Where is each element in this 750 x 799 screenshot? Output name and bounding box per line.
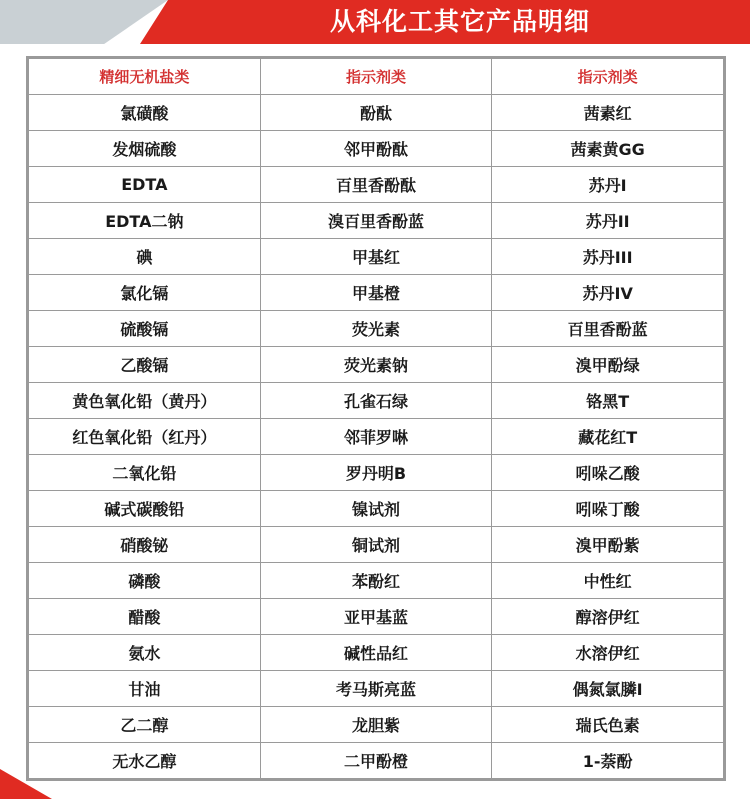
table-cell: EDTA (29, 167, 261, 203)
table-cell: 邻甲酚酞 (260, 131, 492, 167)
column-header-indicator-1: 指示剂类 (260, 59, 492, 95)
table-cell: EDTA二钠 (29, 203, 261, 239)
table-row (29, 383, 724, 419)
table-row (29, 275, 724, 311)
table-cell: 亚甲基蓝 (260, 599, 492, 635)
table-cell: 荧光素 (260, 311, 492, 347)
table-cell: 龙胆紫 (260, 707, 492, 743)
table-cell: 碱式碳酸铅 (29, 491, 261, 527)
table-row (29, 671, 724, 707)
table-cell: 瑞氏色素 (492, 707, 724, 743)
table-cell: 溴百里香酚蓝 (260, 203, 492, 239)
table-header-row (29, 59, 724, 95)
product-table-container (26, 56, 726, 781)
table-cell: 百里香酚酞 (260, 167, 492, 203)
table-cell: 醇溶伊红 (492, 599, 724, 635)
table-row (29, 743, 724, 779)
table-cell: 甘油 (29, 671, 261, 707)
table-cell: 硫酸镉 (29, 311, 261, 347)
table-cell: 红色氧化铅（红丹） (29, 419, 261, 455)
table-cell: 氯磺酸 (29, 95, 261, 131)
table-row (29, 635, 724, 671)
product-table (28, 58, 724, 779)
table-row (29, 563, 724, 599)
column-header-indicator-2: 指示剂类 (492, 59, 724, 95)
table-cell: 荧光素钠 (260, 347, 492, 383)
table-row (29, 491, 724, 527)
table-cell: 发烟硫酸 (29, 131, 261, 167)
table-cell: 氨水 (29, 635, 261, 671)
table-cell: 二氧化铅 (29, 455, 261, 491)
table-cell: 中性红 (492, 563, 724, 599)
table-cell: 无水乙醇 (29, 743, 261, 779)
table-cell: 考马斯亮蓝 (260, 671, 492, 707)
table-row (29, 455, 724, 491)
table-cell: 磷酸 (29, 563, 261, 599)
table-row (29, 419, 724, 455)
table-cell: 吲哚丁酸 (492, 491, 724, 527)
table-cell: 偶氮氯膦I (492, 671, 724, 707)
table-row (29, 347, 724, 383)
table-cell: 苏丹IV (492, 275, 724, 311)
table-cell: 碱性品红 (260, 635, 492, 671)
table-row (29, 599, 724, 635)
table-row (29, 311, 724, 347)
table-row (29, 527, 724, 563)
table-cell: 苏丹II (492, 203, 724, 239)
column-header-inorganic: 精细无机盐类 (29, 59, 261, 95)
table-row (29, 95, 724, 131)
table-cell: 甲基橙 (260, 275, 492, 311)
table-cell: 溴甲酚紫 (492, 527, 724, 563)
table-row (29, 203, 724, 239)
table-cell: 苏丹I (492, 167, 724, 203)
table-cell: 硝酸铋 (29, 527, 261, 563)
table-row (29, 167, 724, 203)
table-row (29, 131, 724, 167)
table-cell: 铜试剂 (260, 527, 492, 563)
table-cell: 酚酞 (260, 95, 492, 131)
table-cell: 藏花红T (492, 419, 724, 455)
table-cell: 碘 (29, 239, 261, 275)
table-cell: 邻菲罗啉 (260, 419, 492, 455)
table-cell: 二甲酚橙 (260, 743, 492, 779)
table-row (29, 707, 724, 743)
table-cell: 苯酚红 (260, 563, 492, 599)
banner-grey-stripe (0, 0, 168, 44)
table-cell: 溴甲酚绿 (492, 347, 724, 383)
table-body (29, 95, 724, 779)
table-cell: 铬黑T (492, 383, 724, 419)
table-cell: 茜素黄GG (492, 131, 724, 167)
table-cell: 氯化镉 (29, 275, 261, 311)
table-cell: 乙酸镉 (29, 347, 261, 383)
table-cell: 孔雀石绿 (260, 383, 492, 419)
table-cell: 乙二醇 (29, 707, 261, 743)
table-cell: 水溶伊红 (492, 635, 724, 671)
table-cell: 黄色氧化铅（黄丹） (29, 383, 261, 419)
table-cell: 镍试剂 (260, 491, 492, 527)
table-cell: 吲哚乙酸 (492, 455, 724, 491)
table-cell: 百里香酚蓝 (492, 311, 724, 347)
table-cell: 罗丹明B (260, 455, 492, 491)
table-cell: 醋酸 (29, 599, 261, 635)
table-cell: 茜素红 (492, 95, 724, 131)
page-title: 从科化工其它产品明细 (329, 7, 590, 36)
table-cell: 1-萘酚 (492, 743, 724, 779)
table-row (29, 239, 724, 275)
table-cell: 甲基红 (260, 239, 492, 275)
table-cell: 苏丹III (492, 239, 724, 275)
